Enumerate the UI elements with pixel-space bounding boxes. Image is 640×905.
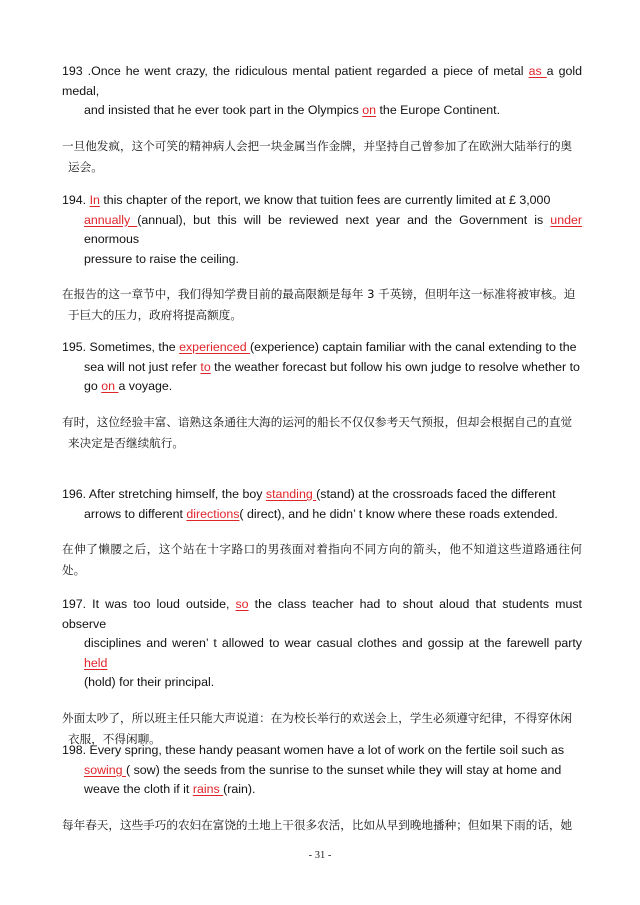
answer-blank: directions	[186, 506, 240, 521]
answer-blank: In	[89, 193, 100, 207]
translation-line: 在伸了懒腰之后，这个站在十字路口的男孩面对着指向不同方向的箭头，他不知道这些道路通往何处。	[62, 542, 582, 577]
answer-blank: on	[101, 379, 119, 393]
answer-blank: under	[550, 212, 582, 227]
english-line	[62, 191, 582, 211]
answer-blank: so	[235, 597, 249, 611]
exercise-item	[62, 191, 582, 326]
translation-line: 在报告的这一章节中，我们得知学费目前的最高限额是每年 3 千英镑，但明年这一标准将被审核。迫	[62, 287, 576, 301]
answer-blank: annually	[84, 212, 138, 227]
sentence-text: ( sow) the seeds from the sunrise to the sunset while they will stay at home and	[126, 762, 562, 777]
translation-line: 运会。	[68, 159, 103, 174]
chinese-translation	[62, 539, 582, 581]
sentence-text: disciplines and weren’ t allowed to wear casual clothes and gossip at the farewell party	[84, 636, 582, 650]
english-line	[62, 338, 582, 358]
translation-line: 有时，这位经验丰富、谙熟这条通往大海的运河的船长不仅仅参考天气预报，但却会根据自己的直觉	[62, 414, 573, 429]
answer-blank: held	[84, 655, 108, 670]
english-line	[62, 761, 582, 781]
chinese-translation	[62, 412, 582, 454]
page-number: - 31 -	[308, 850, 332, 861]
sentence-text: 193 .Once he went crazy, the ridiculous mental patient regarded a piece of metal	[62, 64, 529, 78]
exercise-item	[62, 485, 582, 581]
english-line	[62, 595, 582, 634]
sentence-text: sea will not just refer	[84, 359, 201, 374]
sentence-text: pressure to raise the ceiling.	[84, 251, 239, 266]
sentence-text: weave the cloth if it	[84, 782, 193, 796]
sentence-text: 196. After stretching himself, the boy	[62, 487, 266, 501]
english-line	[62, 741, 582, 761]
exercise-item	[62, 62, 582, 178]
sentence-text: the Europe Continent.	[376, 103, 501, 117]
sentence-text: (experience) captain familiar with the canal extending to the	[250, 340, 577, 354]
answer-blank: to	[200, 359, 211, 374]
english-sentence	[62, 62, 582, 121]
english-line	[62, 505, 582, 525]
exercise-item	[62, 741, 582, 836]
sentence-text: 198. Every spring, these handy peasant women have a lot of work on the fertile soil such as	[62, 743, 565, 757]
english-line	[62, 485, 582, 505]
english-sentence	[62, 485, 582, 524]
english-line	[62, 780, 582, 800]
translation-line: 每年春天，这些手巧的农妇在富饶的土地上干很多农活，比如从早到晚地播种；但如果下雨的话，她	[62, 817, 573, 832]
exercise-item	[62, 338, 582, 454]
sentence-text: go	[84, 379, 102, 393]
english-line	[62, 358, 582, 378]
sentence-text: 194.	[62, 193, 90, 207]
answer-blank: standing	[265, 487, 317, 501]
sentence-text: and insisted that he ever took part in the Olympics	[84, 103, 363, 117]
sentence-text: (annual), but this will be reviewed next year and the Government is	[137, 212, 551, 227]
english-sentence	[62, 595, 582, 693]
english-line	[62, 101, 582, 121]
sentence-text: a gold medal,	[62, 64, 582, 98]
sentence-text: (hold) for their principal.	[84, 675, 215, 689]
english-sentence	[62, 338, 582, 397]
english-line	[62, 377, 582, 397]
chinese-translation	[62, 284, 582, 326]
answer-blank: rains	[192, 782, 224, 796]
sentence-text: ( direct), and he didn’ t know where these roads extended.	[239, 506, 558, 521]
translation-line: 来决定是否继续航行。	[68, 435, 184, 450]
translation-line: 于巨大的压力，政府将提高额度。	[68, 308, 242, 322]
exercise-item	[62, 595, 582, 750]
sentence-text: a voyage.	[118, 379, 173, 393]
sentence-text: enormous	[84, 232, 140, 246]
chinese-translation	[62, 136, 582, 178]
sentence-text: 195. Sometimes, the	[62, 340, 180, 354]
answer-blank: sowing	[84, 762, 127, 777]
sentence-text: the class teacher had to shout aloud that students must observe	[62, 597, 582, 631]
sentence-text: (rain).	[223, 782, 256, 796]
answer-blank: on	[362, 103, 377, 117]
translation-line: 一旦他发疯，这个可笑的精神病人会把一块金属当作金牌，并坚持自己曾参加了在欧洲大陆举行的奥	[62, 138, 573, 153]
translation-line: 外面太吵了，所以班主任只能大声说道：在为校长举行的欢送会上，学生必须遵守纪律，不得穿休闲	[62, 710, 573, 725]
sentence-text: this chapter of the report, we know that tuition fees are currently limited at £ 3,000	[99, 193, 551, 207]
english-sentence	[62, 191, 582, 269]
english-line	[62, 673, 582, 693]
answer-blank: experienced	[179, 340, 251, 354]
translation-line: 衣服，不得闲聊。	[68, 731, 161, 746]
sentence-text: arrows to different	[84, 506, 187, 521]
english-line	[62, 634, 582, 673]
english-sentence	[62, 741, 582, 800]
chinese-translation	[62, 815, 582, 836]
answer-blank: as	[528, 64, 547, 78]
english-line	[62, 250, 582, 270]
sentence-text: (stand) at the crossroads faced the different	[316, 487, 556, 501]
english-line	[62, 211, 582, 250]
english-line	[62, 62, 582, 101]
sentence-text: the weather forecast but follow his own judge to resolve whether to	[210, 359, 580, 374]
sentence-text: 197. It was too loud outside,	[62, 597, 236, 611]
